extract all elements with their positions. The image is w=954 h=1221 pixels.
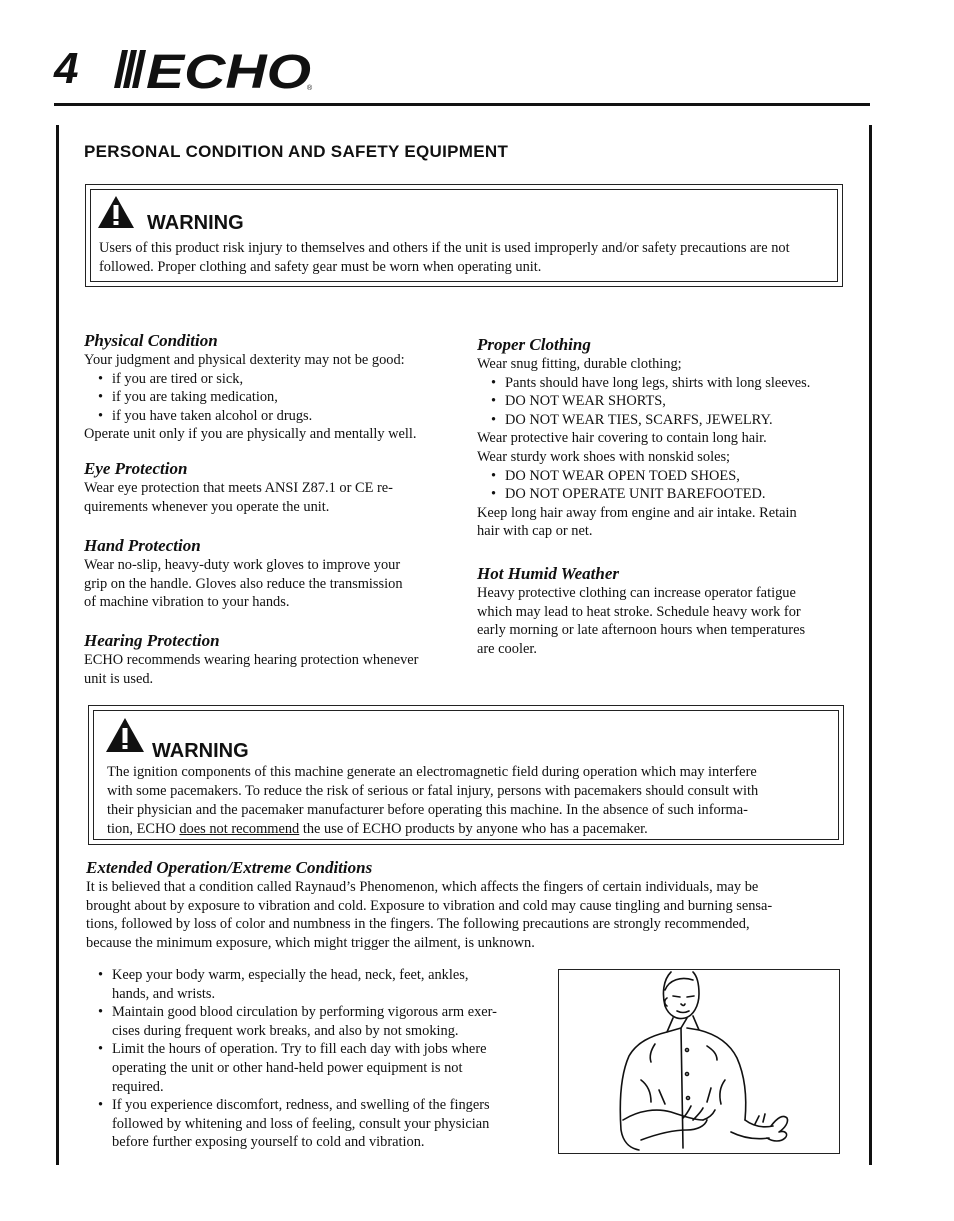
warning-text: Users of this product risk injury to themselves and others if the unit is used improperly and/or safety precautions are not followed. Proper clothing and safety gear must be worn when operating unit. <box>99 240 790 275</box>
physical-outro: Operate unit only if you are physically and mentally well. <box>84 426 417 443</box>
warning-line: with some pacemakers. To reduce the risk of serious or fatal injury, persons with pacemakers should consult with <box>107 783 759 799</box>
list-item: • DO NOT WEAR SHORTS, <box>491 392 847 411</box>
list-item: • DO NOT OPERATE UNIT BAREFOOTED. <box>491 485 847 504</box>
clothing-outro: Keep long hair away from engine and air intake. Retain <box>477 504 797 521</box>
list-item: • If you experience discomfort, redness, and swelling of the fingers followed by whitening and loss of feeling, consult your physician before further exposing yourself to cold and vibration. <box>98 1096 538 1152</box>
list-item: • if you are taking medication, <box>98 388 454 407</box>
clothing-line: Wear sturdy work shoes with nonskid soles; <box>477 448 731 465</box>
warning-triangle-icon <box>105 717 145 758</box>
list-item: • Maintain good blood circulation by performing vigorous arm exer- cises during frequent work breaks, and also by not smoking. <box>98 1003 538 1040</box>
hearing-line: unit is used. <box>84 670 154 687</box>
hot-line: Heavy protective clothing can increase operator fatigue <box>477 584 796 601</box>
hot-line: early morning or late afternoon hours when temperatures <box>477 622 806 639</box>
clothing-line: Wear protective hair covering to contain long hair. <box>477 430 767 447</box>
hand-heading: Hand Protection <box>84 536 201 556</box>
extended-line: It is believed that a condition called Raynaud’s Phenomenon, which affects the fingers of certain individuals, may be <box>86 879 759 895</box>
clothing-intro: Wear snug fitting, durable clothing; <box>477 356 682 372</box>
svg-text:ECHO: ECHO <box>146 48 311 92</box>
eye-heading: Eye Protection <box>84 458 188 478</box>
warning-line: their physician and the pacemaker manufacturer before operating this machine. In the absence of such informa- <box>107 802 748 818</box>
clothing-heading: Proper Clothing <box>477 335 591 354</box>
hot-line: which may lead to heat stroke. Schedule heavy work for <box>477 603 801 620</box>
header-rule <box>54 103 870 106</box>
clothing-outro: hair with cap or net. <box>477 523 593 540</box>
warning-title: WARNING <box>152 740 249 762</box>
physical-intro: Your judgment and physical dexterity may not be good: <box>84 352 405 368</box>
echo-logo <box>112 48 317 97</box>
left-column <box>84 331 454 688</box>
extended-line: tions, followed by loss of color and numbness in the fingers. The following precautions are strongly recommended, <box>86 916 750 933</box>
warning-line: tion, ECHO does not recommend the use of ECHO products by anyone who has a pacemaker. <box>107 821 648 837</box>
physical-heading: Physical Condition <box>84 331 218 350</box>
list-item: • Keep your body warm, especially the head, neck, feet, ankles, hands, and wrists. <box>98 966 538 1003</box>
hot-line: are cooler. <box>477 640 537 657</box>
right-rule <box>869 125 872 1165</box>
hand-line: Wear no-slip, heavy-duty work gloves to improve your <box>84 557 401 574</box>
left-rule <box>56 125 59 1165</box>
list-item: • if you are tired or sick, <box>98 370 454 389</box>
list-item: • if you have taken alcohol or drugs. <box>98 407 454 426</box>
section-title: PERSONAL CONDITION AND SAFETY EQUIPMENT <box>84 142 509 161</box>
list-item: • DO NOT WEAR OPEN TOED SHOES, <box>491 467 847 486</box>
warning-line: The ignition components of this machine generate an electromagnetic field during operation which may interfere <box>107 764 757 780</box>
warning-box-1 <box>85 184 843 287</box>
extended-line: because the minimum exposure, which might trigger the ailment, is unknown. <box>86 934 535 951</box>
hand-line: of machine vibration to your hands. <box>84 594 290 611</box>
extended-section <box>86 858 846 952</box>
hearing-heading: Hearing Protection <box>84 630 220 650</box>
list-item: • Limit the hours of operation. Try to fill each day with jobs where operating the unit or other hand-held power equipment is not required. <box>98 1040 538 1096</box>
extended-bullets <box>98 966 538 1152</box>
eye-line: Wear eye protection that meets ANSI Z87.1 or CE re- <box>84 479 393 496</box>
hot-heading: Hot Humid Weather <box>477 563 620 583</box>
warning-text <box>107 763 827 839</box>
eye-line: quirements whenever you operate the unit. <box>84 498 330 515</box>
page-number: 4 <box>54 44 79 93</box>
warning-title: WARNING <box>147 212 244 234</box>
list-item: • Pants should have long legs, shirts with long sleeves. <box>491 374 847 393</box>
hand-line: grip on the handle. Gloves also reduce the transmission <box>84 575 403 592</box>
svg-text:®: ® <box>307 85 313 92</box>
warning-box-2 <box>88 705 844 845</box>
hearing-line: ECHO recommends wearing hearing protection whenever <box>84 651 419 668</box>
warning-triangle-icon <box>97 195 135 234</box>
extended-heading: Extended Operation/Extreme Conditions <box>86 858 373 877</box>
right-column <box>477 335 847 658</box>
man-hands-illustration <box>558 969 840 1154</box>
list-item: • DO NOT WEAR TIES, SCARFS, JEWELRY. <box>491 411 847 430</box>
extended-line: brought about by exposure to vibration and cold. Exposure to vibration and cold may cause tingling and burning sensa- <box>86 897 773 914</box>
